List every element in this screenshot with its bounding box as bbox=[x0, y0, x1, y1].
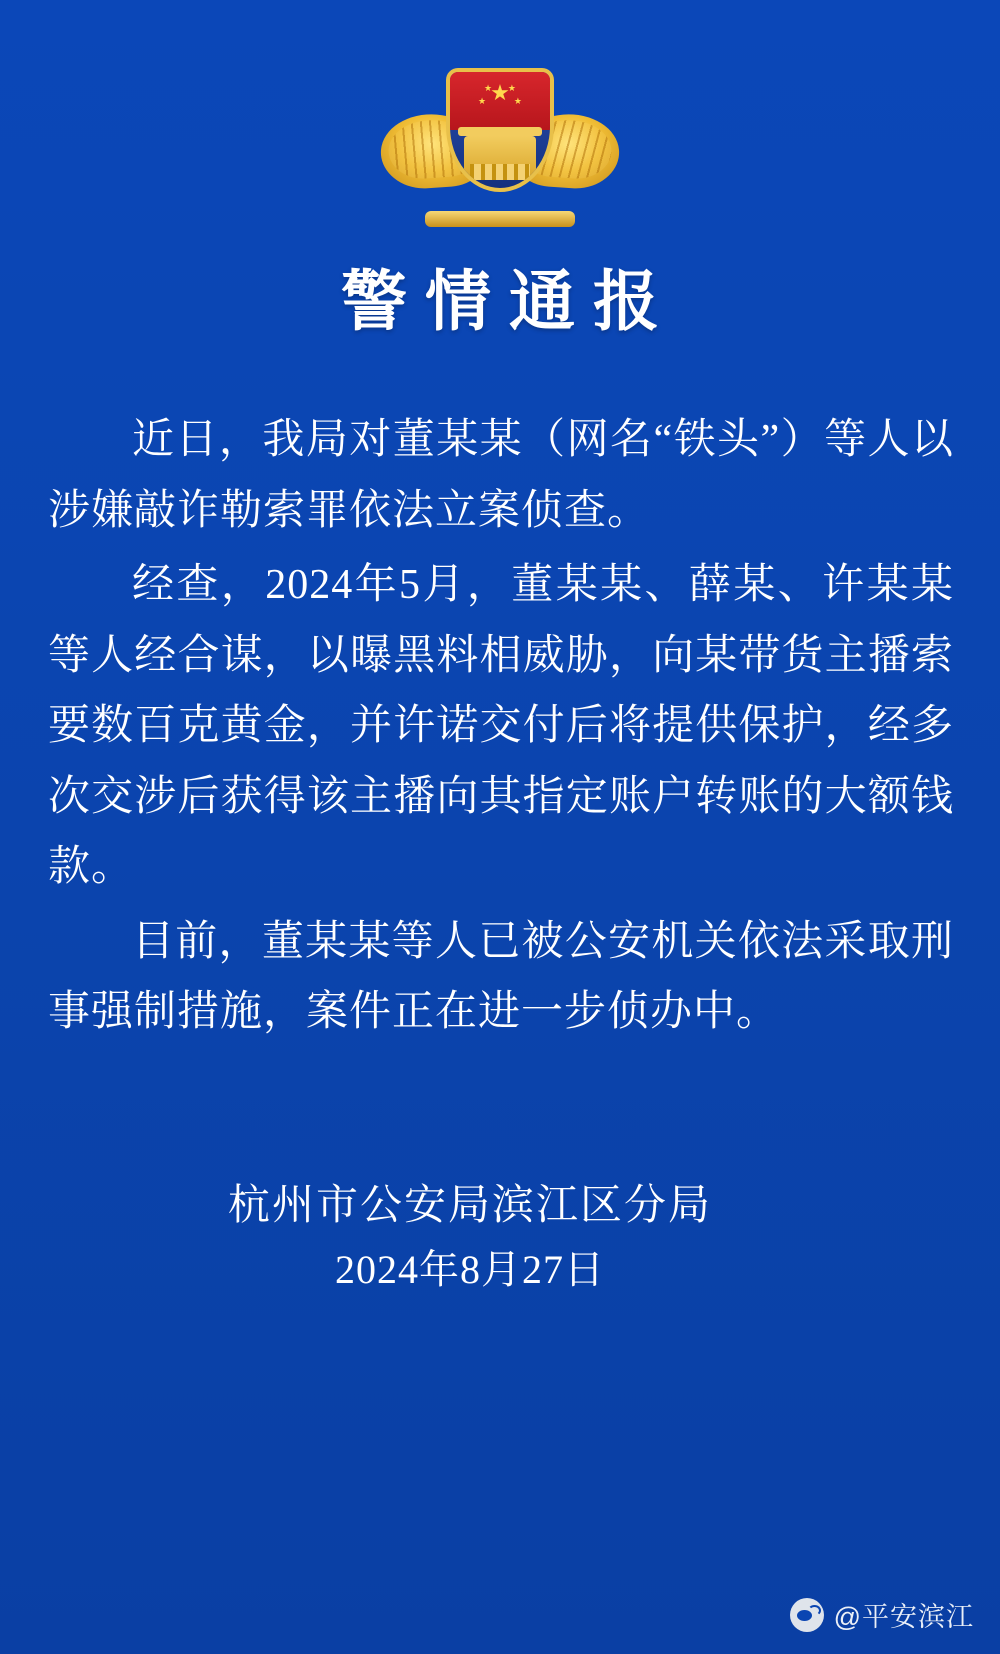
watermark bbox=[790, 1595, 974, 1634]
signature-date: 2024年8月27日 bbox=[335, 1247, 605, 1292]
signature-organization: 杭州市公安局滨江区分局 bbox=[227, 1183, 712, 1229]
watermark-handle: @平安滨江 bbox=[833, 1602, 974, 1632]
notice-paragraph-1: 近日，我局对董某某（网名“铁头”）等人以涉嫌敲诈勒索罪依法立案侦查。 bbox=[48, 417, 954, 534]
emblem-base bbox=[425, 211, 575, 227]
emblem-star-small-3: ★ bbox=[507, 83, 516, 93]
page-title: 警情通报 bbox=[341, 266, 677, 339]
emblem-star-small-1: ★ bbox=[484, 83, 493, 93]
notice-paragraph-3: 目前，董某某等人已被公安机关依法采取刑事强制措施，案件正在进一步侦办中。 bbox=[48, 918, 954, 1036]
emblem-star-large: ★ bbox=[490, 80, 510, 105]
notice-paragraph-2: 经查，2024年5月，董某某、薛某、许某某等人经合谋，以曝黑料相威胁，向某带货主播索要数百克黄金，并许诺交付后将提供保护，经多次交涉后获得该主播向其指定账户转账的大额钱款。 bbox=[48, 562, 954, 891]
signature-block bbox=[0, 1175, 1000, 1302]
china-police-emblem-icon bbox=[385, 62, 615, 227]
emblem-shield-red-field bbox=[450, 72, 550, 130]
weibo-icon bbox=[790, 1598, 824, 1632]
notice-body bbox=[48, 405, 954, 1052]
emblem-star-small-2: ★ bbox=[478, 96, 487, 106]
emblem-tiananmen-gate bbox=[464, 136, 536, 180]
emblem-container bbox=[0, 62, 1000, 227]
emblem-star-small-4: ★ bbox=[513, 96, 522, 106]
